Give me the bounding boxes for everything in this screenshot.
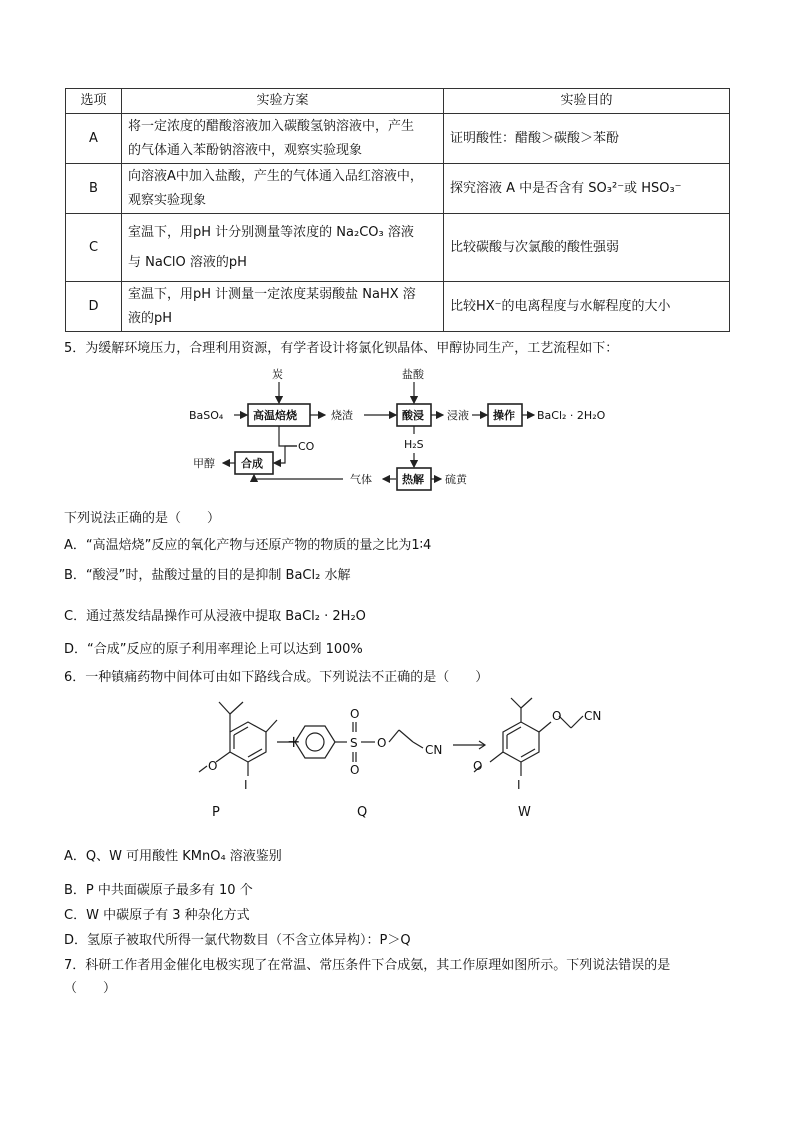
h2s-label: H₂S	[404, 438, 424, 451]
plan-line: 观察实验现象	[128, 192, 207, 208]
row-purpose: 证明酸性：醋酸＞碳酸＞苯酚	[444, 114, 730, 164]
q5-option-c: C．通过蒸发结晶操作可从浸液中提取 BaCl₂ · 2H₂O	[64, 609, 366, 624]
table-row	[66, 282, 730, 332]
p-oxygen: O	[208, 759, 218, 773]
leach-label: 酸浸	[402, 409, 424, 422]
row-option: A	[66, 114, 122, 164]
header-purpose: 实验目的	[444, 89, 730, 114]
pyro-label: 热解	[402, 473, 424, 486]
w-cn: CN	[584, 709, 602, 723]
synth-label: 合成	[241, 457, 263, 470]
synthesis-route-diagram	[185, 690, 615, 830]
sulfur-label: 硫黄	[445, 473, 467, 486]
w-oxygen: O	[473, 759, 483, 773]
label-w: W	[518, 805, 531, 820]
header-plan: 实验方案	[122, 89, 444, 114]
slag-label: 烧渣	[331, 409, 353, 422]
q6-option-d: D．氢原子被取代所得一氯代物数目（不含立体异构）：P＞Q	[64, 933, 411, 948]
q-cn: CN	[425, 743, 443, 757]
q6-stem: 6．一种镇痛药物中间体可由如下路线合成。下列说法不正确的是（ ）	[64, 670, 489, 685]
q5-option-a: A．“高温焙烧”反应的氧化产物与还原产物的物质的量之比为1∶4	[64, 538, 432, 553]
q6-option-b: B．P 中共面碳原子最多有 10 个	[64, 883, 253, 898]
methanol-label: 甲醇	[193, 457, 215, 470]
gas-label: 气体	[350, 473, 372, 486]
plan-line: 的气体通入苯酚钠溶液中，观察实验现象	[128, 142, 363, 158]
q-oxygen-bottom: O	[350, 763, 360, 777]
q-ester-oxygen: O	[377, 736, 387, 750]
q5-option-b: B．“酸浸”时，盐酸过量的目的是抑制 BaCl₂ 水解	[64, 568, 351, 583]
q6-option-a: A．Q、W 可用酸性 KMnO₄ 溶液鉴别	[64, 849, 282, 864]
row-plan	[122, 114, 444, 164]
label-p: P	[212, 805, 220, 820]
baso4-label: BaSO₄	[189, 409, 224, 422]
row-option: C	[66, 214, 122, 282]
leachate-label: 浸液	[447, 409, 469, 422]
product-label: BaCl₂ · 2H₂O	[537, 409, 606, 422]
row-option: B	[66, 164, 122, 214]
experiment-table	[65, 88, 730, 332]
q7-stem-line2: （ ）	[64, 981, 117, 996]
plan-line: 室温下，用pH 计分别测量等浓度的 Na₂CO₃ 溶液	[128, 224, 414, 240]
row-plan	[122, 164, 444, 214]
q5-stem: 5．为缓解环境压力，合理利用资源，有学者设计将氯化钡晶体、甲醇协同生产，工艺流程如下：	[64, 341, 619, 356]
row-plan	[122, 282, 444, 332]
p-ring	[230, 722, 266, 762]
q5-prompt: 下列说法正确的是（ ）	[64, 511, 221, 526]
row-purpose: 探究溶液 A 中是否含有 SO₃²⁻或 HSO₃⁻	[444, 164, 730, 214]
w-ether-oxygen: O	[552, 709, 562, 723]
row-purpose: 比较HX⁻的电离程度与水解程度的大小	[444, 282, 730, 332]
p-iodine: I	[244, 778, 248, 792]
label-q: Q	[357, 805, 368, 820]
table-row	[66, 114, 730, 164]
q5-option-d: D．“合成”反应的原子利用率理论上可以达到 100%	[64, 642, 363, 657]
plan-line: 与 NaClO 溶液的pH	[128, 254, 247, 270]
row-purpose: 比较碳酸与次氯酸的酸性强弱	[444, 214, 730, 282]
q-ring	[295, 726, 335, 758]
q-sulfur: S	[350, 736, 358, 750]
plan-line: 室温下，用pH 计测量一定浓度某弱酸盐 NaHX 溶	[128, 286, 416, 302]
roast-label: 高温焙烧	[253, 409, 297, 422]
operate-label: 操作	[493, 409, 515, 422]
process-flow-diagram	[185, 360, 615, 495]
table-header-row	[66, 89, 730, 114]
plan-line: 液的pH	[128, 310, 173, 326]
plan-line: 向溶液A中加入盐酸，产生的气体通入品红溶液中，	[128, 168, 423, 184]
w-iodine: I	[517, 778, 521, 792]
co-label: CO	[298, 440, 315, 453]
row-option: D	[66, 282, 122, 332]
plus-sign: +	[287, 732, 301, 751]
table-row	[66, 164, 730, 214]
carbon-label: 炭	[272, 368, 283, 381]
header-option: 选项	[66, 89, 122, 114]
row-plan	[122, 214, 444, 282]
plan-line: 将一定浓度的醋酸溶液加入碳酸氢钠溶液中，产生	[128, 118, 415, 134]
table-row	[66, 214, 730, 282]
w-ring	[503, 722, 539, 762]
q7-stem-line1: 7．科研工作者用金催化电极实现了在常温、常压条件下合成氨，其工作原理如图所示。下列说法错误的是	[64, 958, 671, 973]
q-oxygen-top: O	[350, 707, 360, 721]
q6-option-c: C．W 中碳原子有 3 种杂化方式	[64, 908, 250, 923]
hcl-label: 盐酸	[402, 368, 424, 381]
